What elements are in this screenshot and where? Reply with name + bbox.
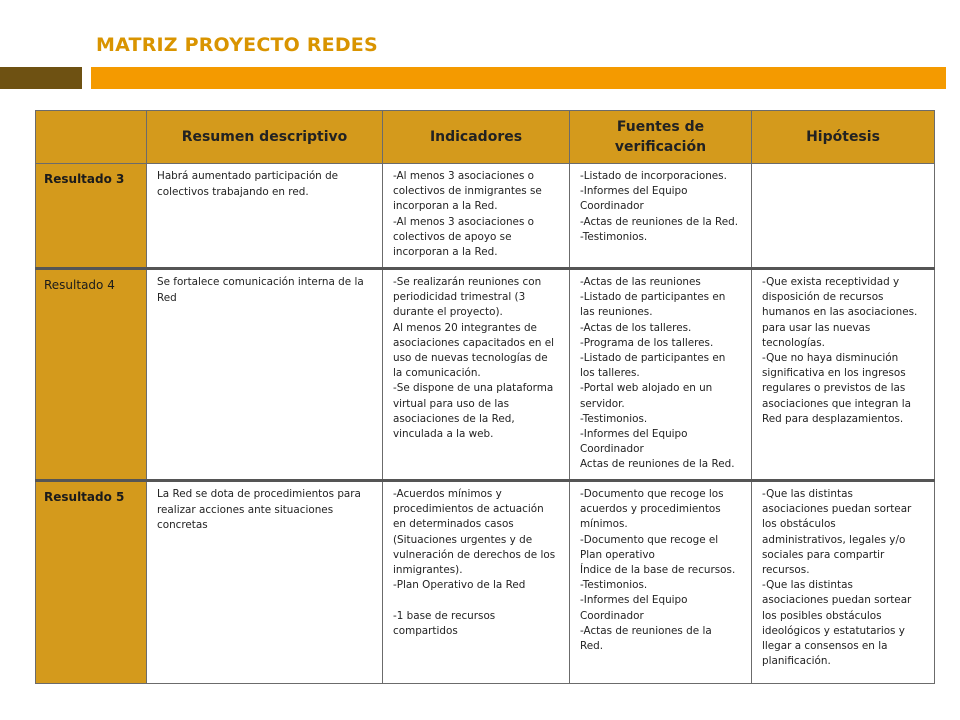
header-hipotesis: Hipótesis: [752, 111, 935, 164]
logframe-matrix-table: [35, 110, 935, 684]
header-corner: [36, 111, 147, 164]
hipotesis-cell: -Que exista receptividad y disposición de recursos humanos en las asociaciones. para usar las nuevas tecnologías. -Que no haya disminución significativa en los ingresos regulares o previstos de las asociaciones que integran la Red para desplazamientos.: [752, 269, 935, 481]
row-label: Resultado 3: [36, 164, 147, 269]
fuentes-cell: -Actas de las reuniones -Listado de participantes en las reuniones. -Actas de los talleres. -Programa de los talleres. -Listado de participantes en los talleres. -Portal web alojado en un servidor. -Testimonios. -Informes del Equipo Coordinador Actas de reuniones de la Red.: [570, 269, 752, 481]
title-accent-bar-dark: [0, 67, 82, 89]
table-row: [36, 164, 935, 269]
title-accent-bar: [91, 67, 946, 89]
table-row: [36, 481, 935, 684]
indicadores-cell: -Al menos 3 asociaciones o colectivos de inmigrantes se incorporan a la Red. -Al menos 3 asociaciones o colectivos de apoyo se incorporan a la Red.: [383, 164, 570, 269]
header-resumen: Resumen descriptivo: [147, 111, 383, 164]
fuentes-cell: -Documento que recoge los acuerdos y procedimientos mínimos. -Documento que recoge el Plan operativo Índice de la base de recursos. -Testimonios. -Informes del Equipo Coordinador -Actas de reuniones de la Red.: [570, 481, 752, 684]
indicadores-cell: -Acuerdos mínimos y procedimientos de actuación en determinados casos (Situaciones urgentes y de vulneración de derechos de los inmigrantes). -Plan Operativo de la Red -1 base de recursos compartidos: [383, 481, 570, 684]
row-label: Resultado 5: [36, 481, 147, 684]
resumen-cell: Se fortalece comunicación interna de la Red: [147, 269, 383, 481]
resumen-cell: Habrá aumentado participación de colectivos trabajando en red.: [147, 164, 383, 269]
page-title: MATRIZ PROYECTO REDES: [96, 34, 378, 56]
hipotesis-cell: -Que las distintas asociaciones puedan sortear los obstáculos administrativos, legales y/o sociales para compartir recursos. -Que las distintas asociaciones puedan sortear los posibles obstáculos ideológicos y estatutarios y llegar a consensos en la planificación.: [752, 481, 935, 684]
table-row: [36, 269, 935, 481]
row-label: Resultado 4: [36, 269, 147, 481]
header-indicadores: Indicadores: [383, 111, 570, 164]
indicadores-cell: -Se realizarán reuniones con periodicidad trimestral (3 durante el proyecto). Al menos 20 integrantes de asociaciones capacitados en el uso de nuevas tecnologías de la comunicación. -Se dispone de una plataforma virtual para uso de las asociaciones de la Red, vinculada a la web.: [383, 269, 570, 481]
hipotesis-cell: [752, 164, 935, 269]
table-header-row: [36, 111, 935, 164]
resumen-cell: La Red se dota de procedimientos para realizar acciones ante situaciones concretas: [147, 481, 383, 684]
fuentes-cell: -Listado de incorporaciones. -Informes del Equipo Coordinador -Actas de reuniones de la Red. -Testimonios.: [570, 164, 752, 269]
header-fuentes: Fuentes de verificación: [570, 111, 752, 164]
